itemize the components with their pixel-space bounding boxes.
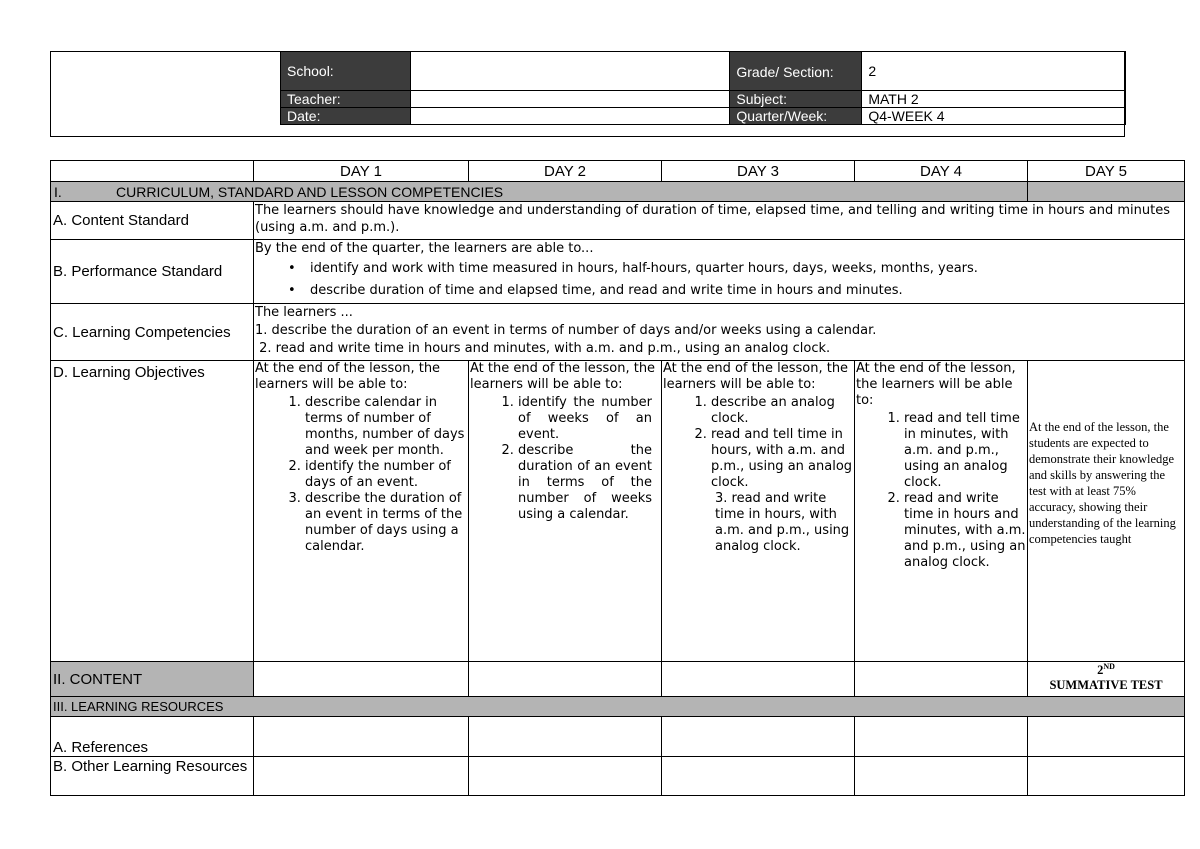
content-standard-label: A. Content Standard [51,202,254,240]
objectives-extra-item: 3. read and write time in hours, with a.m. and p.m., using analog clock. [715,491,850,554]
references-day2[interactable] [469,717,662,757]
content-standard-row [51,202,1185,240]
objectives-intro: At the end of the lesson, the learners will be able to: [663,361,849,392]
competency-item: 1. describe the duration of an event in terms of number of days and/or weeks using a calendar. [255,323,877,338]
list-item: 2. identify the number of days of an event. [305,459,467,491]
subject-value[interactable]: MATH 2 [862,91,1126,108]
grade-section-value[interactable]: 2 [862,52,1126,91]
corner-cell [51,161,254,182]
other-resources-row [51,757,1185,796]
summative-ordinal-suffix: ND [1103,662,1115,671]
content-day5 [1028,662,1185,697]
performance-standard-list [255,258,1183,302]
performance-standard-row [51,240,1185,304]
summative-ordinal [1029,662,1183,678]
date-label: Date: [281,108,411,125]
other-resources-day3[interactable] [662,757,855,796]
performance-standard-cell [254,240,1185,304]
grade-section-label: Grade/ Section: [730,52,862,91]
section-resources-row [51,697,1185,717]
quarter-week-value[interactable]: Q4-WEEK 4 [862,108,1126,125]
date-field[interactable] [410,108,729,125]
objectives-intro: At the end of the lesson, the learners will be able to: [470,361,656,392]
content-day2[interactable] [469,662,662,697]
objectives-label: D. Learning Objectives [51,361,254,662]
day-heading: DAY 4 [855,161,1028,182]
competencies-cell [254,304,1185,361]
content-day1[interactable] [254,662,469,697]
other-resources-label: B. Other Learning Resources [51,757,254,796]
teacher-field[interactable] [410,91,729,108]
summative-ordinal-number: 2 [1097,663,1104,678]
header-table [280,51,1126,125]
day-header-row [51,161,1185,182]
objectives-list [255,395,467,555]
school-label: School: [281,52,411,91]
references-day5[interactable] [1028,717,1185,757]
section-resources-heading: III. LEARNING RESOURCES [51,697,1185,717]
list-item: • describe duration of time and elapsed time, and read and write time in hours and minutes. [310,280,1183,302]
list-item: 1. describe an analog clock. [711,395,853,427]
list-item: 2. read and write time in hours and minutes, with a.m. and p.m., using an analog clock. [904,491,1026,571]
header-row-teacher [281,91,1126,108]
performance-standard-label: B. Performance Standard [51,240,254,304]
summative-test-label: SUMMATIVE TEST [1049,678,1163,693]
school-field[interactable] [410,52,729,91]
content-label: II. CONTENT [51,662,254,697]
references-day3[interactable] [662,717,855,757]
list-item: 1. describe calendar in terms of number of months, number of days and week per month. [305,395,467,459]
performance-standard-intro: By the end of the quarter, the learners are able to... [255,241,594,256]
objectives-summative-note: At the end of the lesson, the students are expected to demonstrate their knowledge and skills by answering the test with at least 75% accuracy, showing their understanding of the learning competencies taught [1029,420,1176,546]
objectives-list [663,395,853,491]
header-row-date [281,108,1126,125]
list-item: 2. describe the duration of an event in terms of the number of weeks using a calendar. [518,443,652,523]
objectives-intro: At the end of the lesson, the learners will be able to: [856,361,1016,408]
other-resources-day5[interactable] [1028,757,1185,796]
content-day3[interactable] [662,662,855,697]
lesson-plan-table [50,160,1185,796]
day-heading: DAY 2 [469,161,662,182]
day-heading: DAY 3 [662,161,855,182]
objectives-day3 [662,361,855,662]
references-row [51,717,1185,757]
section-curriculum-day5 [1028,182,1185,202]
objectives-intro: At the end of the lesson, the learners will be able to: [255,361,441,392]
section-title: CURRICULUM, STANDARD AND LESSON COMPETENCIES [116,183,504,200]
day-heading: DAY 1 [254,161,469,182]
references-day4[interactable] [855,717,1028,757]
quarter-week-label: Quarter/Week: [730,108,862,125]
objectives-day2 [469,361,662,662]
objectives-day1 [254,361,469,662]
section-curriculum-heading [51,182,1028,202]
teacher-label: Teacher: [281,91,411,108]
competencies-label: C. Learning Competencies [51,304,254,361]
header-row-school [281,52,1126,91]
references-day1[interactable] [254,717,469,757]
section-curriculum-row [51,182,1185,202]
objectives-day5 [1028,361,1185,662]
content-standard-text: The learners should have knowledge and understanding of duration of time, elapsed time, and telling and writing time in hours and minutes (using a.m. and p.m.). [254,202,1185,240]
day-heading: DAY 5 [1028,161,1185,182]
objectives-row [51,361,1185,662]
list-item: 1. identify the number of weeks of an event. [518,395,652,443]
references-label: A. References [51,717,254,757]
list-item: 1. read and tell time in minutes, with a.m. and p.m., using an analog clock. [904,411,1026,491]
content-row [51,662,1185,697]
objectives-list [470,395,660,523]
competencies-intro: The learners ... [255,305,353,320]
subject-label: Subject: [730,91,862,108]
list-item: 3. describe the duration of an event in terms of the number of days using a calendar. [305,491,467,555]
competency-item: 2. read and write time in hours and minutes, with a.m. and p.m., using an analog clock. [255,341,831,356]
objectives-day4 [855,361,1028,662]
other-resources-day1[interactable] [254,757,469,796]
other-resources-day2[interactable] [469,757,662,796]
competencies-row [51,304,1185,361]
list-item: • identify and work with time measured in hours, half-hours, quarter hours, days, weeks, months, years. [310,258,1183,280]
list-item: 2. read and tell time in hours, with a.m. and p.m., using an analog clock. [711,427,853,491]
section-number: I. [54,183,62,200]
objectives-list [856,411,1026,571]
other-resources-day4[interactable] [855,757,1028,796]
content-day4[interactable] [855,662,1028,697]
